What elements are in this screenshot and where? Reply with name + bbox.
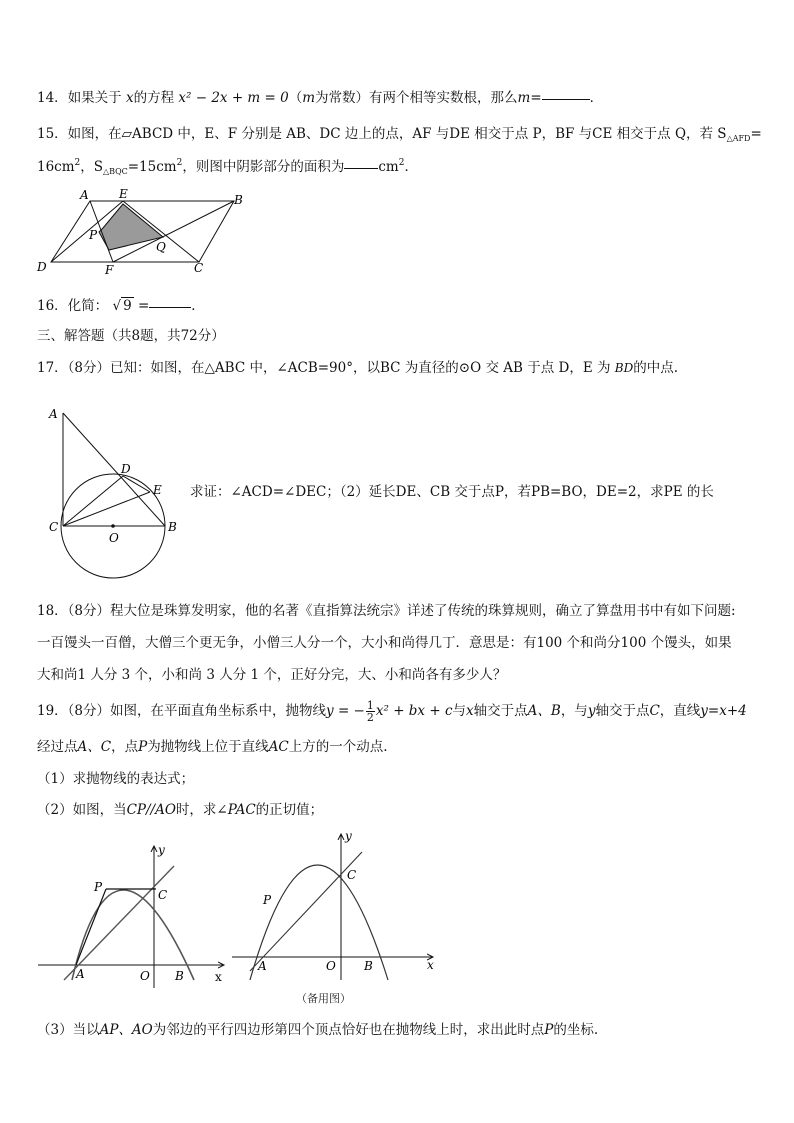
- q19-ab: A、B: [527, 703, 561, 719]
- q15-line1: 15．如图，在▱ABCD 中，E、F 分别是 AB、DC 边上的点，AF 与DE 相交于点 P，BF 与CE 相交于点 Q，若 S: [37, 126, 727, 142]
- question-18-line-2: 一百馒头一百僧，大僧三个更无争，小僧三人分一个，大小和尚得几丁．意思是：有100 个和尚分100 个馒头，如果: [37, 635, 732, 651]
- q19-part2-c: 的正切值；: [255, 802, 324, 818]
- question-14: [37, 88, 603, 108]
- segment-cd: [63, 476, 123, 526]
- section-3-heading: 三、解答题（共8题，共72分）: [37, 328, 225, 344]
- q19-ac: A、C: [77, 739, 112, 755]
- q14-text-a: 如果关于: [67, 90, 122, 106]
- q19-part3-a: （3）当以: [37, 1022, 100, 1038]
- center-point-o: [111, 524, 115, 528]
- q19-figure-1: [34, 840, 234, 990]
- question-15-line-1: [37, 124, 762, 149]
- q15-line1-sub: △AFD: [726, 134, 751, 143]
- q19-line1-a: 19．（8分）如图，在平面直角坐标系中，抛物线: [37, 703, 327, 719]
- q16-eq: =: [137, 298, 150, 314]
- line-ac: [250, 852, 362, 971]
- q19-part2-b: 时，求: [175, 802, 217, 818]
- q19-part-3: [37, 1020, 598, 1040]
- q19-part3-b: 为邻边的平行四边形第四个顶点恰好也在抛物线上时，求出此时点: [152, 1022, 545, 1038]
- q14-text-c: （: [288, 90, 303, 106]
- q15-line2-sub: △BQC: [103, 167, 128, 176]
- label-x: x: [215, 970, 222, 984]
- question-16: [37, 296, 205, 316]
- q19-x: x: [466, 703, 474, 719]
- q17-circle-figure: [44, 405, 184, 585]
- q16-answer-blank[interactable]: [149, 307, 191, 308]
- q15-line2-c: =15cm: [127, 159, 177, 175]
- label-a: A: [80, 188, 89, 202]
- q19-line1-d: ，与: [560, 703, 588, 719]
- label-a: A: [76, 967, 85, 981]
- q19-part3-c: 的坐标.: [553, 1022, 599, 1038]
- line-ac: [64, 866, 174, 980]
- label-q: Q: [156, 240, 166, 254]
- q19-formula-y: y = −: [326, 703, 365, 719]
- q19-figure-2: [228, 828, 443, 983]
- q17-prove-text: 求证：∠ACD=∠DEC；（2）延长DE、CB 交于点P，若PB=BO，DE=2，求PE 的长: [190, 484, 714, 500]
- q14-number: 14．: [37, 90, 68, 106]
- q19-fraction: [366, 700, 375, 723]
- q15-line2-f: ．: [404, 159, 418, 175]
- q17-arc: BD: [614, 361, 634, 375]
- q19-figure-2-caption: （备用图）: [296, 992, 351, 1005]
- question-19-line-1: [37, 700, 747, 723]
- question-18-line-1: 18．（8分）程大位是珠算发明家，他的名著《直指算法统宗》详述了传统的珠算规则，确立了算盘用书中有如下问题:: [37, 603, 736, 619]
- label-e: E: [153, 483, 162, 497]
- label-f: F: [105, 263, 114, 277]
- q16-radicand: 9: [123, 298, 132, 314]
- q19-part-2: [37, 800, 323, 820]
- q19-line2-d: 上方的一个动点.: [288, 739, 388, 755]
- q19-part2-angle: ∠PAC: [216, 802, 256, 818]
- segment-pa: [76, 889, 106, 965]
- q19-frac-num: 1: [366, 699, 374, 712]
- label-p: P: [263, 893, 272, 907]
- label-d: D: [37, 260, 47, 274]
- parabola: [72, 890, 194, 980]
- q15-line2-sup: 2: [74, 158, 81, 168]
- q15-line2-a: 16cm: [37, 159, 75, 175]
- q14-text-f: ．: [589, 90, 604, 106]
- q15-line2-e: cm: [378, 159, 399, 175]
- label-o: O: [109, 531, 119, 545]
- label-b: B: [234, 193, 243, 207]
- q15-line2-sup3: 2: [398, 158, 405, 168]
- shaded-region: [99, 204, 163, 250]
- q15-line2-b: ，S: [80, 159, 104, 175]
- sqrt-sign: √: [112, 298, 122, 314]
- label-p: P: [94, 880, 103, 894]
- q19-line1-f: ，直线: [659, 703, 701, 719]
- q19-p: P: [138, 739, 148, 755]
- q19-line1-c: 轴交于点: [473, 703, 528, 719]
- q14-m2: m: [517, 90, 531, 106]
- q19-line2-c: 为抛物线上位于直线: [147, 739, 269, 755]
- label-b: B: [364, 959, 373, 973]
- q19-line2-b: ，点: [111, 739, 139, 755]
- segment-ce: [63, 492, 150, 526]
- q19-part2-a: （2）如图，当: [37, 802, 127, 818]
- q15-parallelogram-figure: [34, 188, 259, 278]
- question-17: [37, 358, 678, 378]
- q15-answer-blank[interactable]: [344, 168, 378, 169]
- label-p: P: [89, 228, 98, 242]
- label-c: C: [347, 868, 357, 882]
- q19-part3-ap: AP、AO: [99, 1022, 153, 1038]
- label-a: A: [49, 407, 58, 421]
- q17-line: 17．（8分）已知：如图，在△ABC 中，∠ACB=90°，以BC 为直径的⊙O 交 AB 于点 D，E 为: [37, 360, 611, 376]
- label-y: y: [345, 829, 352, 843]
- q19-line2-a: 经过点: [37, 739, 78, 755]
- q15-line1-end: =: [750, 126, 762, 142]
- q14-text-e: =: [530, 90, 542, 106]
- q14-equation: x² − 2x + m = 0: [178, 90, 289, 106]
- label-o: O: [326, 959, 336, 973]
- q19-frac-den: 2: [366, 711, 374, 724]
- q14-text-b: 的方程: [133, 90, 175, 106]
- q19-c: C: [649, 703, 660, 719]
- q19-line-eq: y=x+4: [700, 703, 747, 719]
- question-15-line-2: [37, 153, 418, 182]
- q16-text: 16．化简：: [37, 298, 109, 314]
- label-d: D: [121, 462, 131, 476]
- q19-ac2: AC: [268, 739, 289, 755]
- q14-answer-blank[interactable]: [542, 99, 590, 100]
- question-18-line-3: 大和尚1 人分 3 个，小和尚 3 人分 1 个，正好分完，大、小和尚各有多少人？: [37, 667, 507, 683]
- label-b: B: [168, 520, 177, 534]
- q19-y: y: [587, 703, 596, 719]
- q15-line2-sup2: 2: [176, 158, 183, 168]
- label-o: O: [140, 969, 150, 983]
- q19-line1-e: 轴交于点: [595, 703, 650, 719]
- label-a: A: [258, 959, 267, 973]
- segment-ab: [63, 413, 165, 526]
- q16-end: ．: [191, 298, 205, 314]
- label-y: y: [158, 843, 165, 857]
- q19-part2-cond: CP//AO: [126, 802, 176, 818]
- q14-text-d: 为常数）有两个相等实数根，那么: [315, 90, 518, 106]
- q19-line1-b: 与: [452, 703, 467, 719]
- label-x: x: [427, 958, 434, 972]
- label-c: C: [158, 888, 168, 902]
- label-b: B: [175, 969, 184, 983]
- label-c: C: [49, 520, 59, 534]
- question-19-line-2: [37, 737, 388, 757]
- q19-part-1: （1）求抛物线的表达式；: [37, 771, 195, 787]
- label-e: E: [119, 188, 128, 201]
- q17-line-end: 的中点.: [633, 360, 679, 376]
- q14-var: x: [125, 90, 134, 106]
- q14-m: m: [302, 90, 316, 106]
- q19-part3-p: P: [544, 1022, 554, 1038]
- q15-line2-d: ，则图中阴影部分的面积为: [182, 159, 345, 175]
- label-c: C: [194, 261, 204, 275]
- q19-formula-rest: x² + bx + c: [375, 703, 453, 719]
